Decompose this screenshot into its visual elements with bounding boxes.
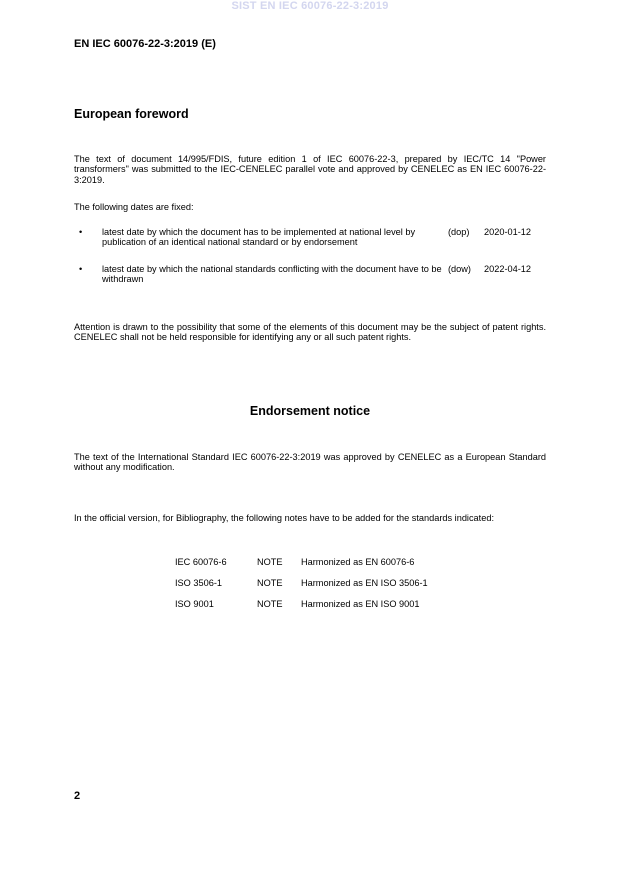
note-text: Harmonized as EN 60076-6: [301, 557, 415, 567]
date-description: latest date by which the document has to be implemented at national level by publication of an identical national standard or by endorsement: [102, 227, 416, 248]
endorsement-title: Endorsement notice: [249, 404, 371, 418]
date-description: latest date by which the national standards conflicting with the document have to be withdrawn: [102, 264, 442, 285]
date-value: 2022-04-12: [484, 264, 531, 274]
date-value: 2020-01-12: [484, 227, 531, 237]
note-keyword: NOTE: [257, 557, 283, 567]
bullet: •: [79, 227, 83, 237]
foreword-intro-paragraph: The text of document 14/995/FDIS, future edition 1 of IEC 60076-22-3, prepared by IEC/TC 14 "Power transformers" was submitted to the IEC-CENELEC parallel vote and approved by CENELEC as EN IEC 60076-22-3:2019.: [74, 154, 546, 185]
patent-attention-paragraph: Attention is drawn to the possibility that some of the elements of this document may be the subject of patent rights. CENELEC shall not be held responsible for identifying any or all such patent rights.: [74, 322, 546, 343]
note-standard: ISO 3506-1: [175, 578, 222, 588]
dates-intro: The following dates are fixed:: [74, 202, 194, 212]
note-text: Harmonized as EN ISO 3506-1: [301, 578, 428, 588]
note-keyword: NOTE: [257, 599, 283, 609]
document-id-header: EN IEC 60076-22-3:2019 (E): [74, 38, 216, 50]
foreword-title: European foreword: [74, 107, 189, 121]
bullet: •: [79, 264, 83, 274]
watermark: SIST EN IEC 60076-22-3:2019: [231, 0, 389, 12]
note-standard: IEC 60076-6: [175, 557, 227, 567]
bibliography-note-paragraph: In the official version, for Bibliography, the following notes have to be added for the standards indicated:: [74, 513, 494, 523]
date-abbreviation: (dop): [448, 227, 470, 237]
note-text: Harmonized as EN ISO 9001: [301, 599, 420, 609]
date-abbreviation: (dow): [448, 264, 471, 274]
note-keyword: NOTE: [257, 578, 283, 588]
page-number: 2: [74, 790, 81, 802]
note-standard: ISO 9001: [175, 599, 214, 609]
endorsement-paragraph: The text of the International Standard IEC 60076-22-3:2019 was approved by CENELEC as a European Standard without any modification.: [74, 452, 546, 473]
